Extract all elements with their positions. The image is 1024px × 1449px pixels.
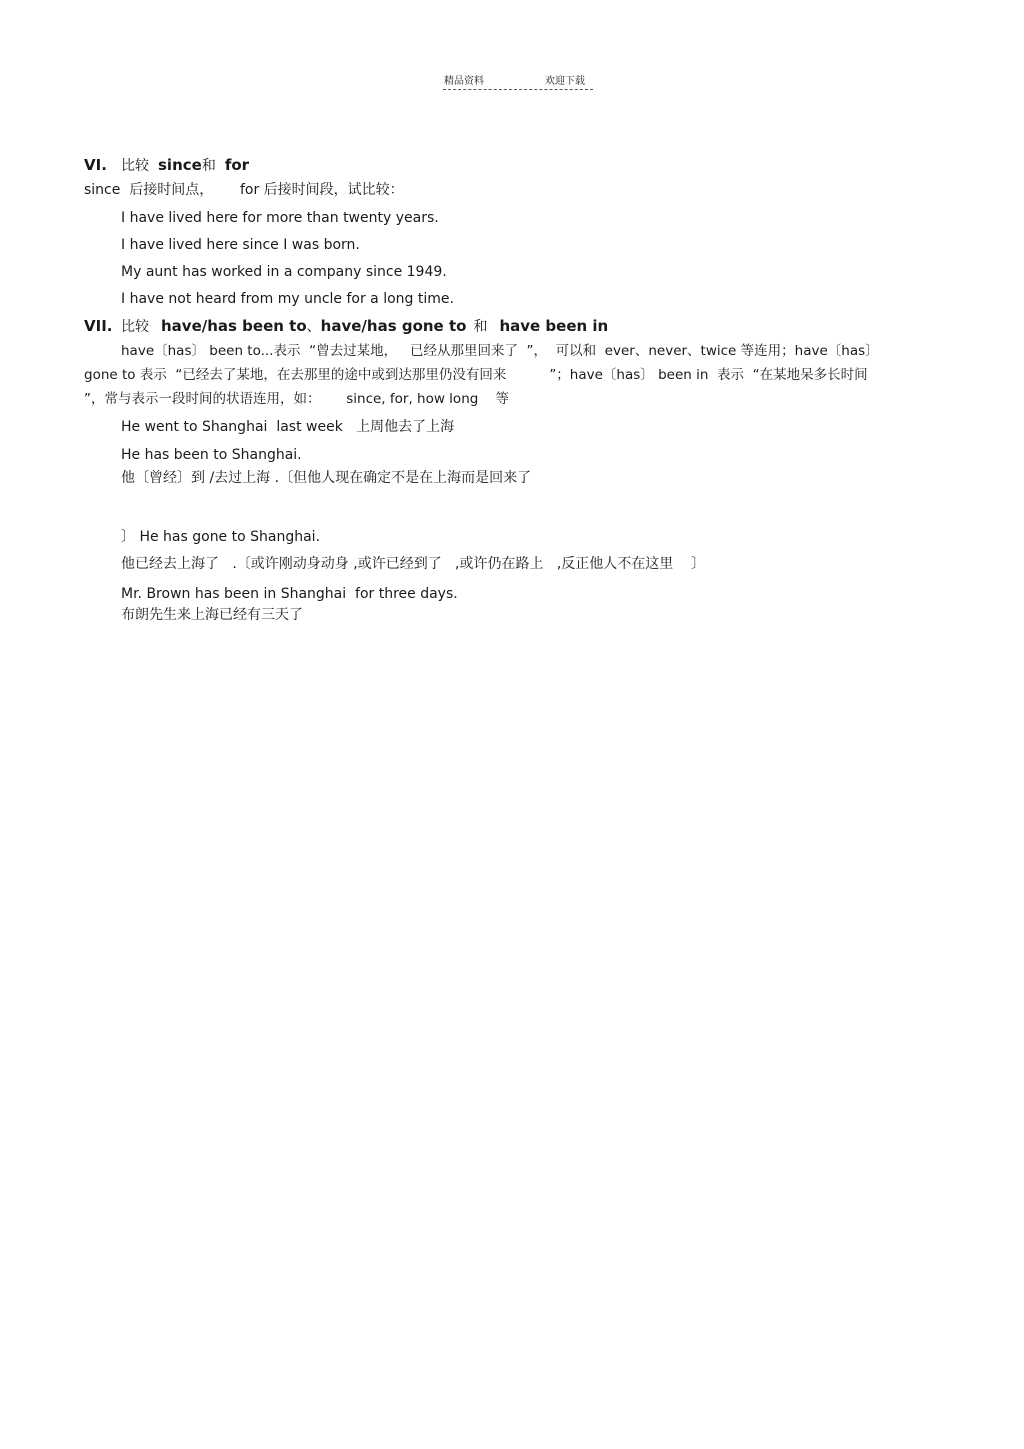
section-7-example-translation: 他已经去上海了 .〔或许刚动身动身 ,或许已经到了 ,或许仍在路上 ,反正他人不在这里 〕 bbox=[121, 556, 706, 572]
section-7-heading bbox=[84, 317, 608, 336]
header-divider bbox=[443, 89, 593, 90]
section-7-example: He has been to Shanghai. bbox=[121, 447, 302, 463]
section-7-paragraph-line: gone to 表示 “已经去了某地，在去那里的途中或到达那里仍没有回来 ”；have〔has〕 been in 表示 “在某地呆多长时间 bbox=[84, 367, 868, 383]
section-7-example-translation: 他〔曾经〕到 /去过上海 .〔但他人现在确定不是在上海而是回来了 bbox=[121, 470, 532, 486]
section-7-paragraph-line: ”，常与表示一段时间的状语连用，如： since, for, how long 等 bbox=[84, 391, 509, 407]
section-7-example: He went to Shanghai last week 上周他去了上海 bbox=[121, 419, 455, 435]
section-7-keyword-gone-to: have/has gone to bbox=[320, 317, 467, 335]
section-7-example-translation: 布朗先生来上海已经有三天了 bbox=[121, 607, 303, 623]
section-6-number: VI. bbox=[84, 156, 107, 174]
header-left-text: 精品资料 bbox=[444, 76, 484, 87]
section-7-example: 〕 He has gone to Shanghai. bbox=[121, 529, 321, 545]
page-header bbox=[0, 72, 1024, 96]
section-7-paragraph-line: have〔has〕 been to...表示 “曾去过某地， 已经从那里回来了 ”， 可以和 ever、never、twice 等连用；have〔has〕 bbox=[121, 343, 879, 359]
section-6-keyword-since: since bbox=[158, 156, 202, 174]
section-7-keyword-been-in: have been in bbox=[499, 317, 609, 335]
section-7-title-prefix: 比较 bbox=[121, 319, 149, 335]
section-6-title-prefix: 比较 bbox=[121, 158, 149, 174]
section-6-example: I have not heard from my uncle for a long time. bbox=[121, 291, 454, 307]
section-7-example: Mr. Brown has been in Shanghai for three days. bbox=[121, 586, 458, 602]
section-6-example: My aunt has worked in a company since 1949. bbox=[121, 264, 447, 280]
section-6-heading bbox=[84, 156, 249, 175]
section-6-rule: since 后接时间点， for 后接时间段，试比较： bbox=[84, 182, 404, 198]
header-right-text: 欢迎下载 bbox=[545, 76, 585, 87]
section-6-keyword-for: for bbox=[224, 156, 250, 174]
section-7-and: 和 bbox=[473, 319, 488, 335]
section-7-separator: 、 bbox=[306, 319, 321, 335]
section-6-example: I have lived here for more than twenty years. bbox=[121, 210, 439, 226]
section-7-number: VII. bbox=[84, 317, 113, 335]
section-6-example: I have lived here since I was born. bbox=[121, 237, 360, 253]
section-6-and: 和 bbox=[201, 158, 216, 174]
section-7-keyword-been-to: have/has been to bbox=[161, 317, 307, 335]
